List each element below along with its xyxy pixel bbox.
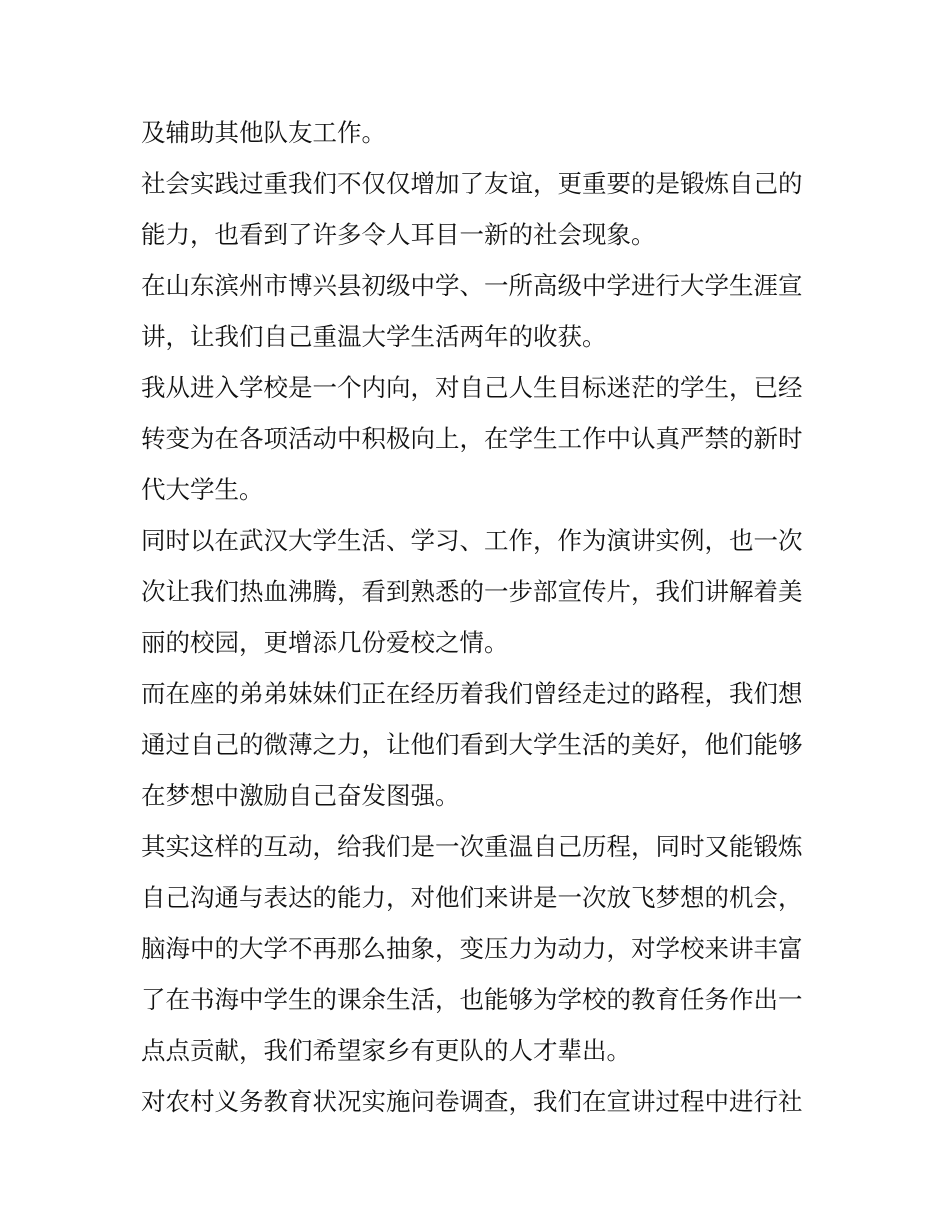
text-line: 了在书海中学生的课余生活，也能够为学校的教育任务作出一 [141,985,803,1014]
text-line: 我从进入学校是一个内向，对自己人生目标迷茫的学生，已经 [141,373,803,402]
text-line: 脑海中的大学不再那么抽象，变压力为动力，对学校来讲丰富 [141,934,803,963]
text-line: 社会实践过重我们不仅仅增加了友谊，更重要的是锻炼自己的 [141,169,803,198]
body-text [141,107,816,1127]
text-line: 自己沟通与表达的能力，对他们来讲是一次放飞梦想的机会， [141,883,803,912]
text-line: 在梦想中激励自己奋发图强。 [141,781,460,810]
text-line: 转变为在各项活动中积极向上，在学生工作中认真严禁的新时 [141,424,803,453]
text-line: 通过自己的微薄之力，让他们看到大学生活的美好，他们能够 [141,730,803,759]
text-line: 而在座的弟弟妹妹们正在经历着我们曾经走过的路程，我们想 [141,679,803,708]
text-line: 次让我们热血沸腾，看到熟悉的一步部宣传片，我们讲解着美 [141,577,803,606]
text-line: 代大学生。 [141,475,264,504]
text-line: 及辅助其他队友工作。 [141,118,386,147]
text-line: 对农村义务教育状况实施问卷调查，我们在宣讲过程中进行社 [141,1087,803,1116]
text-line: 其实这样的互动，给我们是一次重温自己历程，同时又能锻炼 [141,832,803,861]
text-line: 丽的校园，更增添几份爱校之情。 [141,628,509,657]
text-line: 同时以在武汉大学生活、学习、工作，作为演讲实例，也一次 [141,526,803,555]
text-line: 点点贡献，我们希望家乡有更队的人才辈出。 [141,1036,631,1065]
text-line: 讲，让我们自己重温大学生活两年的收获。 [141,322,607,351]
text-line: 能力，也看到了许多令人耳目一新的社会现象。 [141,220,656,249]
text-line: 在山东滨州市博兴县初级中学、一所高级中学进行大学生涯宣 [141,271,803,300]
